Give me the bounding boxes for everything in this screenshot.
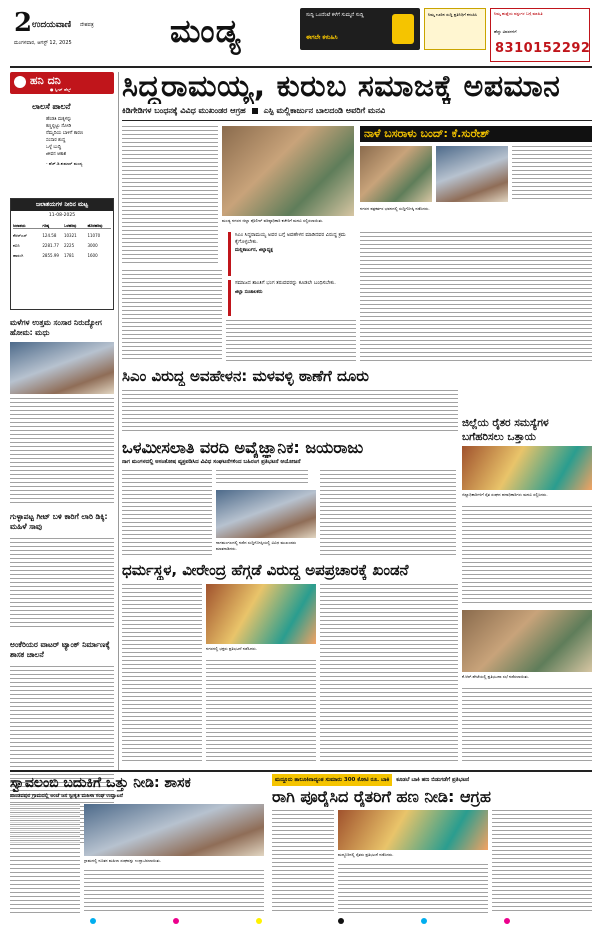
right-top-photo-2	[436, 146, 508, 202]
logo-sub: ● ಸ್ವೀಟ್ ಹೆಲ್ತ್	[50, 87, 71, 92]
right-top-body-2	[360, 232, 592, 364]
farmers-caption: ಜಿಲ್ಲಾಧಿಕಾರಿಗಳಿಗೆ ರೈತ ಸಂಘದ ಪದಾಧಿಕಾರಿಗಳು ಮನವಿ ಸಲ್ಲಿಸಿದರು.	[462, 492, 548, 497]
farmers-body	[462, 506, 592, 604]
square-bullet-icon	[252, 108, 258, 114]
honey-logo	[10, 72, 114, 94]
table-row	[13, 253, 111, 258]
magenta-mark	[173, 918, 179, 924]
bottom-right-body-2	[338, 864, 488, 914]
dharmasthala-body-3	[320, 584, 458, 764]
phone-icon	[392, 14, 414, 44]
right-top-photo-1	[360, 146, 432, 202]
ad-phone-number[interactable]: 8310152292	[495, 41, 591, 56]
bottom-left-body-2	[84, 870, 264, 914]
bottom-right-kicker-2: ಕೂಡಲೆ ಬಾಕಿ ಹಣ ಬಿಡುಗಡೆಗೆ ಪ್ರತಿಭಟನೆ	[396, 777, 470, 783]
bottom-right-caption: ಮದ್ದೂರಿನಲ್ಲಿ ರೈತರು ಪ್ರತಿಭಟನೆ ನಡೆಸಿದರು.	[338, 852, 394, 857]
dharmasthala-caption-2: ಕೆ.ಆರ್.ಪೇಟೆಯಲ್ಲಿ ಪ್ರತಿಭಟನಾ ಸಭೆ ನಡೆಸಲಾಯಿತು.	[462, 674, 530, 679]
right-top-caption: ನಗರದ ಪತ್ರಕರ್ತರ ಭವನದಲ್ಲಿ ಸುದ್ದಿಗೋಷ್ಠಿ ನಡೆಸಿದರು.	[360, 206, 430, 211]
heart-icon	[14, 76, 26, 88]
lead-body-col-3	[226, 320, 356, 364]
table-cell: 10321	[63, 233, 77, 238]
reservation-caption: ನಾಗಮಂಗಲದಲ್ಲಿ ನಡೆದ ಸುದ್ದಿಗೋಷ್ಠಿಯಲ್ಲಿ ವಿವಿಧ ಮುಖಂಡರು ಮಾತನಾಡಿದರು.	[216, 540, 297, 550]
reservation-body-3	[320, 470, 456, 558]
bottom-left-body-1	[10, 804, 80, 914]
bottom-left-photo	[84, 804, 264, 856]
dharmasthala-photo-2	[462, 610, 592, 672]
reservoir-table	[10, 198, 114, 310]
poem-line: ನೆಮ್ಮದಿಯ ಬಾಳಿಗೆ ಕಾರಣ	[46, 131, 84, 136]
dharmasthala-caption: ನಗರದಲ್ಲಿ ಭಕ್ತರು ಪ್ರತಿಭಟನೆ ನಡೆಸಿದರು.	[206, 646, 258, 651]
table-date: 11-08-2025	[48, 213, 76, 218]
cm-story-headline: ಸಿಎಂ ವಿರುದ್ಧ ಅವಹೇಳನ: ಮಳವಳ್ಳಿ ಠಾಣೆಗೆ ದೂರು	[122, 367, 369, 385]
ad-1-text: ಸುದ್ದಿ ಒಂದೆಂಟೆ ಕಳೆಗೆ ಸುಮ್ಮನೆ ಸುದ್ದಿ	[306, 12, 364, 18]
left-story-1-body	[10, 398, 114, 506]
left-story-2-body	[10, 538, 114, 630]
right-top-body	[512, 146, 592, 202]
lead-headline: ಸಿದ್ದರಾಮಯ್ಯ, ಕುರುಬ ಸಮಾಜಕ್ಕೆ ಅಪಮಾನ	[122, 70, 561, 104]
poem-line: ಹೆಂಡತಿ ಮಕ್ಕಳನ್ನು	[46, 117, 72, 122]
table-cell: 1600	[87, 253, 98, 258]
ad-3-sub: ಹೆಚ್ಚು ವಿವರಗಳಿಗೆ	[494, 29, 517, 34]
lead-quote-1	[228, 232, 356, 276]
poem-line: ಕಣ್ಣಲ್ಲಿಟ್ಟು ನೋಡಿ	[46, 124, 72, 129]
dharmasthala-headline: ಧರ್ಮಸ್ಥಳ, ವೀರೇಂದ್ರ ಹೆಗ್ಗಡೆ ವಿರುದ್ಧ ಅಪಪ್ರಚಾರಕ್ಕೆ ಖಂಡನೆ	[122, 561, 409, 579]
lead-quote-2	[228, 280, 356, 316]
dharmasthala-body-4	[462, 688, 592, 764]
lead-body-col-1	[122, 126, 218, 266]
masthead	[10, 6, 592, 66]
table-row	[13, 233, 111, 238]
quote-text: ಸಿಎಂ ಸಿದ್ದರಾಮಯ್ಯ ಅವರ ಬಗ್ಗೆ ಅವಹೇಳನ ಮಾಡಿದವರ ವಿರುದ್ಧ ಕ್ರಮ ಕೈಗೊಳ್ಳಬೇಕು.	[235, 232, 346, 245]
cyan-mark	[90, 918, 96, 924]
table-header-row	[13, 223, 111, 229]
column-header: ಗರಿಷ್ಠ	[42, 223, 50, 228]
magenta-mark	[504, 918, 510, 924]
district-title: ಮಂಡ್ಯ	[170, 12, 242, 50]
masthead-ad-1[interactable]	[300, 8, 420, 50]
poem-author: - ಹೆಚ್.ಡಿ.ಕುಮಾರ್ ಮಂಡ್ಯ	[46, 161, 83, 166]
reservation-headline: ಒಳಮೀಸಲಾತಿ ವರದಿ ಅವೈಜ್ಞಾನಿಕ: ಜಯರಾಜು	[122, 438, 364, 457]
lead-subhead: ಕಿಡಿಗೇಡಿಗಳ ಬಂಧನಕ್ಕೆ ವಿವಿಧ ಮುಖಂಡರ ಆಗ್ರಹ	[122, 106, 246, 115]
lead-photo-caption: ಮಂಡ್ಯ ನಗರದ ಜಿಲ್ಲಾ ಪೊಲೀಸ್ ವರಿಷ್ಠಾಧಿಕಾರಿ ಕಚೇರಿಗೆ ಮನವಿ ಸಲ್ಲಿಸಲಾಯಿತು.	[222, 218, 324, 223]
quote-text: ಸಮಾಜದ ಶಾಂತಿಗೆ ಭಂಗ ತರುವವರನ್ನು ಕೂಡಲೇ ಬಂಧಿಸಬೇಕು.	[235, 280, 336, 286]
masthead-ad-2[interactable]	[424, 8, 486, 50]
column-header: ಹೊರಹರಿವು	[87, 223, 103, 228]
cyan-mark	[421, 918, 427, 924]
poem-body	[46, 116, 112, 167]
dharmasthala-body-1	[122, 584, 202, 764]
table-cell: 2225	[63, 243, 75, 248]
table-cell: 1781	[63, 253, 75, 258]
bottom-right-headline: ರಾಗಿ ಪೂರೈಸಿದ ರೈತರಿಗೆ ಹಣ ನೀಡಿ: ಆಗ್ರಹ	[272, 787, 491, 806]
dharmasthala-photo	[206, 584, 316, 644]
left-story-1-photo	[10, 342, 114, 394]
ad-3-text: ನಿಮ್ಮ ಹುತ್ತೆಯ ವಸ್ತುಗಳ ಬಗ್ಗೆ ಮಾಹಿತಿ	[494, 11, 543, 16]
poem-line: ಜೀವನ ಆಕಾಶ	[46, 152, 67, 157]
page-number: 2	[14, 8, 33, 38]
table-cell: 11070	[87, 233, 101, 238]
table-row	[13, 243, 111, 248]
column-header: ಒಳಹರಿವು	[63, 223, 77, 228]
reservation-subhead: ನಾಗ ಮಂಗಳದಲ್ಲಿ ಅಸಂತೋಷ ವ್ಯಕ್ತಪಡಿಸಿದ ವಿವಿಧ ಸಂಘಟನೆಗಳಿಂದ ಬಹಿರಂಗ ಪ್ರತಿಭಟನೆ ಆಯೋಜನೆ	[122, 459, 301, 465]
reservation-body-1	[122, 470, 212, 558]
left-story-2-headline: ಗುಳ್ಳಾಪಟ್ಟ ಗೀಟ್ ಬಳಿ ಕಾರಿಗೆ ಲಾರಿ ಡಿಕ್ಕಿ: ಮಹಿಳೆ ಸಾವು	[10, 512, 108, 531]
poem-line: ಒಳ್ಳೆ ಬುದ್ಧಿ	[46, 145, 62, 150]
dharmasthala-body-2	[206, 660, 316, 764]
table-cell: 2281.77	[42, 243, 59, 248]
farmers-photo	[462, 446, 592, 490]
right-top-story	[360, 126, 592, 226]
masthead-ad-3[interactable]	[490, 8, 590, 62]
lead-body-col-2	[122, 270, 222, 362]
edition-label: ದೇಶಪತ್ರ	[80, 22, 94, 28]
table-cell: 3000	[87, 243, 98, 248]
lead-subhead-bar	[122, 104, 592, 118]
ad-1-sub: ಈಗಲೇ ಕಳುಹಿಸಿ	[306, 34, 338, 41]
table-cell: ಹಾರಂಗಿ	[13, 253, 24, 258]
bottom-right-body-1	[272, 810, 334, 914]
left-story-1-headline: ಮಳೆಗಳ ಉತ್ತಮ ಸಂಸಾರ ನಿರುದ್ಯೋಗ ಹೋಮ: ಮಧು	[10, 318, 102, 337]
poem-title: ಲಾಲಸೆ ಪಾಲನೆ	[32, 102, 71, 111]
farmers-headline: ಜಿಲ್ಲೆಯ ರೈತರ ಸಮಸ್ಯೆಗಳ ಬಗೆಹರಿಸಲು ಒತ್ತಾಯ	[462, 417, 549, 443]
poem-line: ಸಂಸಾರ ಶುದ್ಧ	[46, 138, 66, 143]
right-top-headline: ನಾಳೆ ಬಸರಾಳು ಬಂದ್: ಕೆ.ಸುರೇಶ್	[364, 127, 490, 140]
cm-story-body	[122, 390, 458, 434]
bottom-right-photo	[338, 810, 488, 850]
bottom-right-body-3	[492, 810, 592, 914]
quote-author: ಮಲ್ಲಿಕಾರ್ಜುನ, ಜಿಲ್ಲಾಧ್ಯಕ್ಷ	[235, 248, 273, 253]
logo-text: ಹನಿ ದನಿ	[30, 74, 61, 87]
bottom-left-caption: ಗ್ರಾಮದಲ್ಲಿ ನೂತನ ಮಹಿಳಾ ಸಂಘವನ್ನು ಉದ್ಘಾಟಿಸಲಾಯಿತು.	[84, 858, 162, 863]
table-cell: 2855.99	[42, 253, 59, 258]
left-column-divider	[118, 72, 119, 772]
table-cell: 124.58	[42, 233, 57, 238]
left-story-3-headline: ಅಂಕೆರಿಯರ ವಾಟರ್ ಟ್ಯಾಂಕ್ ನಿರ್ಮಾಣಕ್ಕೆ ಶಾಸಕ ಚಾಲನೆ	[10, 640, 110, 659]
bottom-left-subhead: ಪಾಂಡವಪುರ ಗ್ರಾಮದಲ್ಲಿ ಅಂಚೆ ಜನ ಸ್ವೀಕೃತಿ ಮಹಿಳಾ ಸಂಘ ಉದ್ಘಾಟನೆ	[10, 793, 123, 799]
lead-rule	[122, 120, 592, 121]
column-header: ಜಲಾಶಯ	[13, 223, 26, 228]
bottom-right-kicker: ಮದ್ದೂರು ತಾಲೂಕಿನಾದ್ಯಂತ ಸುಮಾರು 300 ಕೋಟಿ ರೂ. ಬಾಕಿ	[272, 774, 392, 786]
reservation-body-2	[216, 470, 308, 486]
issue-date: ಮಂಗಳವಾರ, ಆಗಸ್ಟ್ 12, 2025	[14, 40, 72, 46]
registration-marks	[90, 918, 510, 924]
table-cell: ಕೆಆರ್‌ಎಸ್	[13, 233, 27, 238]
masthead-rule	[10, 66, 592, 68]
bottom-left-headline: ಸ್ವಾವಲಂಬಿ ಬದುಕಿಗೆ ಒತ್ತು ನೀಡಿ: ಶಾಸಕ	[10, 775, 191, 791]
table-title: ಜಲಾಶಯಗಳ ನೀರಿನ ಮಟ್ಟ	[11, 199, 113, 211]
bottom-right-kicker-bar	[272, 774, 592, 786]
ad-2-text: ನಿಮ್ಮ ಊರಿನ ಸುದ್ದಿ ಪ್ರತಿನಿಧಿಗೆ ಕಳುಹಿಸಿ	[428, 12, 478, 17]
reservation-photo	[216, 490, 316, 538]
lead-photo	[222, 126, 354, 216]
bottom-section-rule	[10, 770, 592, 772]
black-mark	[338, 918, 344, 924]
table-cell: ಕಬಿನಿ	[13, 243, 20, 248]
paper-name: ಉದಯವಾಣಿ	[32, 20, 72, 30]
lead-subhead-2: ಎಸ್ಪಿ ಮಲ್ಲಿಕಾರ್ಜುನ ಬಾಲದಂಡಿ ಅವರಿಗೆ ಮನವಿ	[263, 106, 386, 115]
yellow-mark	[256, 918, 262, 924]
quote-author: ಜಿಲ್ಲಾ ಸಂಚಾಲಕರು	[235, 289, 263, 295]
